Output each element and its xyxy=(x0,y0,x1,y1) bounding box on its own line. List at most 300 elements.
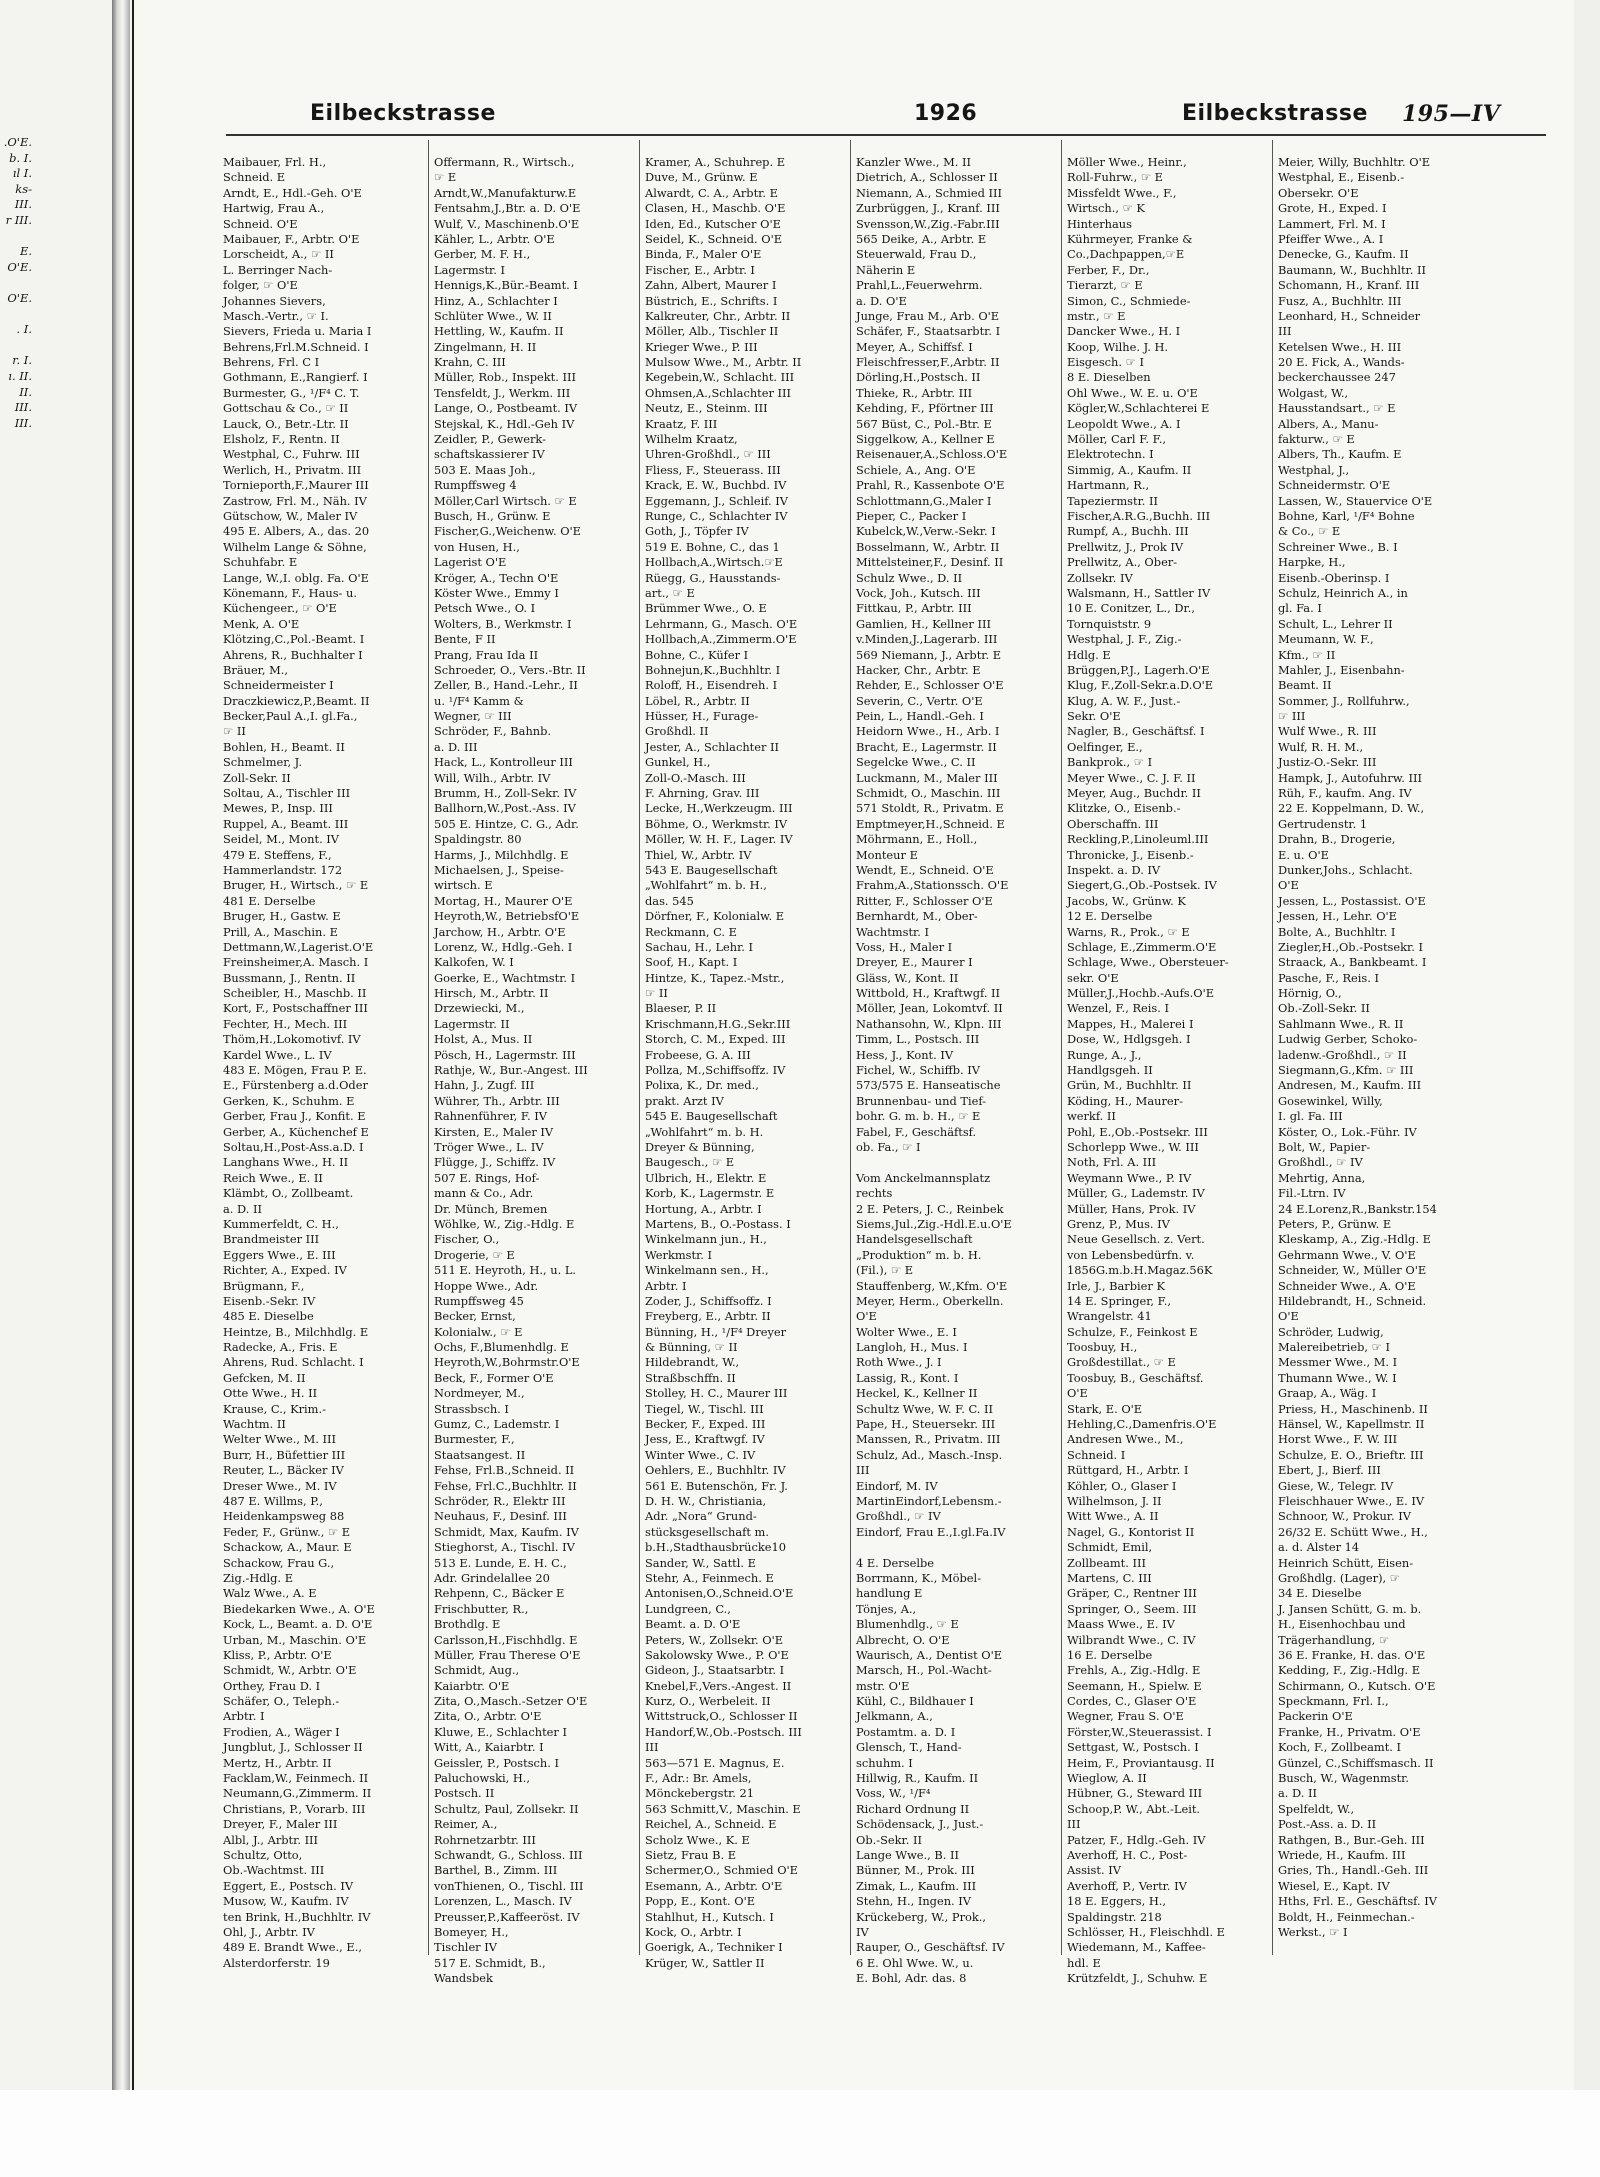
directory-entry-line: Schröder, R., Elektr III xyxy=(434,1493,566,1508)
directory-entry-line: Urban, M., Maschin. O'E xyxy=(223,1632,367,1647)
directory-entry-line: Prill, A., Maschin. E xyxy=(223,924,338,939)
directory-entry-line: Schlüter Wwe., W. II xyxy=(434,308,552,323)
directory-entry-line: Bruger, H., Wirtsch., ☞ E xyxy=(223,878,369,893)
directory-entry-line: Gottschau & Co., ☞ II xyxy=(223,401,349,416)
directory-entry-line: a. D. III xyxy=(434,739,478,754)
directory-entry-line: Tapeziermstr. II xyxy=(1067,493,1159,508)
directory-entry-line: Reuter, L., Bäcker IV xyxy=(223,1463,344,1478)
directory-entry-line: Koop, Wilhe. J. H. xyxy=(1067,339,1169,354)
directory-entry-line: Krahn, C. III xyxy=(434,355,506,370)
directory-entry-line: Hettling, W., Kaufm. II xyxy=(434,324,564,339)
directory-entry-line: Hartmann, R., xyxy=(1067,478,1150,493)
directory-entry-line: Jacobs, W., Grünw. K xyxy=(1067,893,1186,908)
directory-entry-line: Schmelmer, J. xyxy=(223,755,302,770)
directory-entry-line: Schulz, Heinrich A., in xyxy=(1278,585,1408,600)
directory-entry-line: Brügmann, F., xyxy=(223,1278,305,1293)
directory-entry-line: Tornieporth,F.,Maurer III xyxy=(223,478,369,493)
directory-entry-line: Denecke, G., Kaufm. II xyxy=(1278,247,1409,262)
directory-entry-line: schuhm. I xyxy=(856,1755,913,1770)
directory-entry-line: Kramer, A., Schuhrep. E xyxy=(645,155,786,169)
directory-entry-line: Dettmann,W.,Lagerist.O'E xyxy=(223,939,374,954)
directory-entry-line: Möller, Jean, Lokomtvf. II xyxy=(856,1001,1003,1016)
directory-entry-line: 12 E. Derselbe xyxy=(1067,909,1153,924)
directory-entry-line: Trägerhandlung, ☞ xyxy=(1278,1632,1390,1647)
directory-entry-line: Brothdlg. E xyxy=(434,1617,501,1632)
directory-entry-line: Duve, M., Grünw. E xyxy=(645,170,758,185)
directory-entry-line: Gläss, W., Kont. II xyxy=(856,970,959,985)
directory-entry-line: „Wohlfahrt“ m. b. H. xyxy=(645,1124,764,1139)
directory-entry-line: u. ¹/F⁴ Kamm & xyxy=(434,693,524,708)
directory-entry-line: Pape, H., Steuersekr. III xyxy=(856,1417,996,1432)
directory-entry-line: Werkst., ☞ I xyxy=(1278,1924,1348,1939)
directory-entry-line: Holst, A., Mus. II xyxy=(434,1032,533,1047)
directory-entry-line: Hahn, J., Zugf. III xyxy=(434,1078,535,1093)
directory-entry-line: Rathje, W., Bur.-Angest. III xyxy=(434,1063,588,1078)
directory-entry-line: Müller, G., Lademstr. IV xyxy=(1067,1186,1205,1201)
directory-entry-line: Bohnejun,K.,Buchhltr. I xyxy=(645,662,781,677)
directory-entry-line: Feder, F., Grünw., ☞ E xyxy=(223,1524,351,1539)
directory-entry-line: Becker,Paul A.,I. gl.Fa., xyxy=(223,709,358,724)
directory-entry-line: Vom Anckelmannsplatz xyxy=(856,1170,991,1185)
directory-entry-line: Kaiarbtr. O'E xyxy=(434,1678,510,1693)
directory-entry-line: Neutz, E., Steinm. III xyxy=(645,401,768,416)
left-page-edge xyxy=(0,0,135,2090)
directory-entry-line: 485 E. Dieselbe xyxy=(223,1309,314,1324)
directory-entry-line: Schermer,O., Schmied O'E xyxy=(645,1863,798,1878)
directory-entry-line: Wachtmstr. I xyxy=(856,924,929,939)
directory-entry-line: Borrmann, K., Möbel- xyxy=(856,1570,982,1585)
directory-entry-line: Elektrotechn. I xyxy=(1067,447,1154,462)
directory-entry-line: Maibauer, F., Arbtr. O'E xyxy=(223,231,360,246)
directory-entry-line: Tornquiststr. 9 xyxy=(1067,616,1152,631)
directory-entry-line: Schulz Wwe., D. II xyxy=(856,570,963,585)
directory-entry-line: Stark, E. O'E xyxy=(1067,1401,1143,1416)
directory-entry-line: & Bünning, ☞ II xyxy=(645,1340,738,1355)
directory-entry-line: Dr. Münch, Bremen xyxy=(434,1201,548,1216)
directory-entry-line: Klämbt, O., Zollbeamt. xyxy=(223,1186,354,1201)
directory-entry-line: Barthel, B., Zimm. III xyxy=(434,1863,558,1878)
directory-entry-line: Hollbach,A.,Zimmerm.O'E xyxy=(645,632,797,647)
directory-entry-line: Sakolowsky Wwe., P. O'E xyxy=(645,1647,789,1662)
directory-entry-line: Scholz Wwe., K. E xyxy=(645,1832,750,1847)
directory-entry-line: Köhler, O., Glaser I xyxy=(1067,1478,1177,1493)
directory-entry-line: Voss, W., ¹/F⁴ xyxy=(856,1786,931,1801)
directory-entry-line: Krückeberg, W., Prok., xyxy=(856,1909,987,1924)
directory-entry-line: Bracht, E., Lagermstr. II xyxy=(856,739,997,754)
directory-entry-line: Drogerie, ☞ E xyxy=(434,1247,515,1262)
directory-entry-line: Schwandt, G., Schloss. III xyxy=(434,1847,583,1862)
directory-entry-line: Großdestillat., ☞ E xyxy=(1067,1355,1176,1370)
directory-entry-line: Zollsekr. IV xyxy=(1067,570,1133,585)
directory-entry-line: Kummerfeldt, C. H., xyxy=(223,1216,339,1231)
directory-entry-line: Lauck, O., Betr.-Ltr. II xyxy=(223,416,349,431)
directory-entry-line: Krischmann,H.G.,Sekr.III xyxy=(645,1016,791,1031)
directory-entry-line: prakt. Arzt IV xyxy=(645,1093,724,1108)
directory-entry-line: Grote, H., Exped. I xyxy=(1278,201,1387,216)
directory-entry-line: Wöhlke, W., Zig.-Hdlg. E xyxy=(434,1216,575,1231)
directory-entry-line: Schröder, Ludwig, xyxy=(1278,1324,1384,1339)
directory-entry-line: 18 E. Eggers, H., xyxy=(1067,1894,1167,1909)
directory-entry-line: Behrens,Frl.M.Schneid. I xyxy=(223,339,369,354)
directory-entry-line: Spaldingstr. 80 xyxy=(434,832,522,847)
directory-entry-line: Hirsch, M., Arbtr. II xyxy=(434,986,549,1001)
directory-entry-line: Tierarzt, ☞ E xyxy=(1067,278,1143,293)
directory-entry-line: wirtsch. E xyxy=(434,878,493,893)
directory-entry-line: Hacker, Chr., Arbtr. E xyxy=(856,662,981,677)
column-4 xyxy=(856,155,1052,1986)
directory-entry-line: Harpke, H., xyxy=(1278,555,1346,570)
directory-entry-line: Bohne, C., Küfer I xyxy=(645,647,749,662)
directory-entry-line: Bankprok., ☞ I xyxy=(1067,755,1153,770)
directory-entry-line: Jess, E., Kraftwgf. IV xyxy=(645,1432,765,1447)
directory-entry-line: Hess, J., Kont. IV xyxy=(856,1047,954,1062)
directory-entry-line: Goerigk, A., Techniker I xyxy=(645,1940,783,1955)
directory-entry-line: Schneider, W., Müller O'E xyxy=(1278,1263,1427,1278)
directory-entry-line: Zurbrüggen, J., Kranf. III xyxy=(856,201,1000,216)
directory-entry-line: Prellwitz, J., Prok IV xyxy=(1067,539,1184,554)
directory-entry-line: Radecke, A., Fris. E xyxy=(223,1340,338,1355)
directory-entry-line: Popp, E., Kont. O'E xyxy=(645,1894,756,1909)
directory-entry-line: Meyer, A., Schiffsf. I xyxy=(856,339,973,354)
directory-entry-line: Schorlepp Wwe., W. III xyxy=(1067,1140,1199,1154)
directory-entry-line: 495 E. Albers, A., das. 20 xyxy=(223,524,370,539)
directory-entry-line: Fichel, W., Schiffb. IV xyxy=(856,1063,980,1078)
directory-entry-line: Müller,J.,Hochb.-Aufs.O'E xyxy=(1067,986,1215,1001)
directory-entry-line: Tröger Wwe., L. IV xyxy=(434,1140,544,1154)
directory-entry-line: bohr. G. m. b. H., ☞ E xyxy=(856,1109,981,1124)
directory-entry-line: Stahlhut, H., Kutsch. I xyxy=(645,1909,774,1924)
directory-entry-line: Obersekr. O'E xyxy=(1278,185,1359,200)
directory-entry-line: Schmidt, O., Maschin. III xyxy=(856,786,1001,801)
directory-entry-line: Weymann Wwe., P. IV xyxy=(1067,1170,1192,1185)
directory-entry-line: Klötzing,C.,Pol.-Beamt. I xyxy=(223,632,365,647)
directory-entry-line: Bernhardt, M., Ober- xyxy=(856,909,978,924)
directory-entry-line: „Wohlfahrt“ m. b. H., xyxy=(645,878,767,893)
directory-entry-line: Fentsahm,J.,Btr. a. D. O'E xyxy=(434,201,581,216)
directory-entry-line: Gräper, C., Rentner III xyxy=(1067,1586,1197,1601)
directory-entry-line: Köster Wwe., Emmy I xyxy=(434,585,559,600)
directory-entry-line: Grün, M., Buchhltr. II xyxy=(1067,1078,1192,1093)
directory-entry-line: 565 Deike, A., Arbtr. E xyxy=(856,231,987,246)
directory-entry-line: Kleskamp, A., Zig.-Hdlg. E xyxy=(1278,1232,1431,1247)
directory-entry-line: Hörnig, O., xyxy=(1278,986,1342,1001)
directory-entry-line: Justiz-O.-Sekr. III xyxy=(1278,755,1377,770)
directory-entry-line: Handorf,W.,Ob.-Postsch. III xyxy=(645,1724,802,1739)
directory-entry-line: Siegert,G.,Ob.-Postsek. IV xyxy=(1067,878,1217,893)
directory-entry-line: Drahn, B., Drogerie, xyxy=(1278,832,1396,847)
directory-entry-line: Ludwig Gerber, Schoko- xyxy=(1278,1032,1418,1047)
directory-entry-line: Soltau,H.,Post-Ass.a.D. I xyxy=(223,1140,364,1154)
directory-entry-line: Thumann Wwe., W. I xyxy=(1278,1370,1397,1385)
directory-entry-line: 483 E. Mögen, Frau P. E. xyxy=(223,1063,367,1078)
directory-entry-line: Schneider Wwe., A. O'E xyxy=(1278,1278,1416,1293)
directory-entry-line: Wührer, Th., Arbtr. III xyxy=(434,1093,560,1108)
directory-entry-line: Großhdl., ☞ IV xyxy=(1278,1155,1363,1170)
directory-entry-line: Tiegel, W., Tischl. III xyxy=(645,1401,764,1416)
directory-entry-line: Adr. Grindelallee 20 xyxy=(434,1570,550,1585)
directory-entry-line: Heintze, B., Milchhdlg. E xyxy=(223,1324,369,1339)
directory-entry-line: Lange, W.,I. oblg. Fa. O'E xyxy=(223,570,369,585)
directory-entry-line: 2 E. Peters, J. C., Reinbek xyxy=(856,1201,1004,1216)
directory-entry-line: Niemann, A., Schmied III xyxy=(856,185,1003,200)
directory-entry-line: Will, Wilh., Arbtr. IV xyxy=(434,770,551,785)
directory-entry-line: Kubelck,W.,Verw.-Sekr. I xyxy=(856,524,996,539)
directory-entry-line: Dreser Wwe., M. IV xyxy=(223,1478,337,1493)
header-street-right: Eilbeckstrasse xyxy=(1182,101,1368,126)
column-divider xyxy=(428,140,429,1955)
directory-entry-line: Alsterdorferstr. 19 xyxy=(223,1955,330,1970)
directory-entry-line: Wandsbek xyxy=(434,1971,493,1986)
directory-entry-line: Lundgreen, C., xyxy=(645,1601,731,1616)
directory-entry-line: Brümmer Wwe., O. E xyxy=(645,601,767,616)
directory-entry-line: Assist. IV xyxy=(1067,1863,1121,1878)
directory-entry-line: 6 E. Ohl Wwe. W., u. xyxy=(856,1955,974,1970)
directory-entry-line: Wegner, Frau S. O'E xyxy=(1067,1709,1184,1724)
directory-entry-line: Schneidermstr. O'E xyxy=(1278,478,1391,493)
page-header xyxy=(244,101,1564,131)
directory-entry-line: I. gl. Fa. III xyxy=(1278,1109,1343,1124)
directory-entry-line: rechts xyxy=(856,1186,893,1201)
directory-entry-line: Ulbrich, H., Elektr. E xyxy=(645,1170,767,1185)
directory-entry-line: Ohl Wwe., W. E. u. O'E xyxy=(1067,385,1198,400)
directory-entry-line: Albl, J., Arbtr. III xyxy=(223,1832,319,1847)
directory-entry-line: Krüger, W., Sattler II xyxy=(645,1955,765,1970)
directory-entry-line: Emptmeyer,H.,Schneid. E xyxy=(856,816,1005,831)
directory-entry-line: stücksgesellschaft m. xyxy=(645,1524,769,1539)
column-divider xyxy=(1272,140,1273,1955)
directory-entry-line: Kluwe, E., Schlachter I xyxy=(434,1724,567,1739)
directory-entry-line: Frischbutter, R., xyxy=(434,1601,529,1616)
directory-entry-line: D. H. W., Christiania, xyxy=(645,1493,767,1508)
directory-entry-line: Brunnenbau- und Tief- xyxy=(856,1093,987,1108)
directory-entry-line: Fliess, F., Steuerass. III xyxy=(645,462,781,477)
directory-entry-line: schaftskassierer IV xyxy=(434,447,545,462)
directory-entry-line: Günzel, C.,Schiffsmasch. II xyxy=(1278,1755,1434,1770)
scan-bottom-margin xyxy=(0,2090,1600,2177)
directory-entry-line: Westphal, C., Fuhrw. III xyxy=(223,447,360,462)
directory-entry-line: Seidel, M., Mont. IV xyxy=(223,832,340,847)
directory-entry-line: Schäfer, O., Teleph.- xyxy=(223,1694,340,1709)
directory-entry-line: Brandmeister III xyxy=(223,1232,320,1247)
directory-entry-line: Lorenzen, L., Masch. IV xyxy=(434,1894,572,1909)
directory-entry-line: Zimak, L., Kaufm. III xyxy=(856,1878,977,1893)
directory-entry-line: Mittelsteiner,F., Desinf. II xyxy=(856,555,1004,570)
directory-entry-line: Müller, Frau Therese O'E xyxy=(434,1647,581,1662)
directory-entry-line: 14 E. Springer, F., xyxy=(1067,1293,1172,1308)
directory-entry-line: Kort, F., Postschaffner III xyxy=(223,1001,368,1016)
directory-entry-line: Reckling,P.,Linoleuml.III xyxy=(1067,832,1209,847)
directory-entry-line: Luckmann, M., Maler III xyxy=(856,770,998,785)
directory-entry-line: Waurisch, A., Dentist O'E xyxy=(856,1647,1003,1662)
directory-entry-line: Witt Wwe., A. II xyxy=(1067,1509,1159,1524)
directory-entry-line: hdl. E xyxy=(1067,1955,1101,1970)
directory-entry-line: H., Eisenhochbau und xyxy=(1278,1617,1406,1632)
directory-entry-line: Rehpenn, C., Bäcker E xyxy=(434,1586,565,1601)
directory-entry-line: 4 E. Derselbe xyxy=(856,1555,935,1570)
directory-entry-line: Junge, Frau M., Arb. O'E xyxy=(856,308,1000,323)
directory-entry-line: Zahn, Albert, Maurer I xyxy=(645,278,777,293)
directory-entry-line: beckerchaussee 247 xyxy=(1278,370,1396,385)
directory-entry-line: Schreiner Wwe., B. I xyxy=(1278,539,1398,554)
directory-entry-line: Dörling,H.,Postsch. II xyxy=(856,370,981,385)
directory-entry-line: 517 E. Schmidt, B., xyxy=(434,1955,546,1970)
directory-entry-line: Becker, F., Exped. III xyxy=(645,1417,766,1432)
directory-entry-line: Soof, H., Kapt. I xyxy=(645,955,738,970)
directory-entry-line: Irle, J., Barbier K xyxy=(1067,1278,1165,1293)
directory-entry-line: III xyxy=(1067,1817,1081,1832)
directory-entry-line: mstr., ☞ E xyxy=(1067,308,1126,323)
directory-entry-line: Arbtr. I xyxy=(645,1278,687,1293)
directory-entry-line: L. Berringer Nach- xyxy=(223,262,333,277)
directory-entry-line: Busch, W., Wagenmstr. xyxy=(1278,1771,1409,1786)
directory-entry-line: Sander, W., Sattl. E xyxy=(645,1555,756,1570)
directory-entry-line: Steuerwald, Frau D., xyxy=(856,247,977,262)
directory-entry-line: Böhme, O., Werkmstr. IV xyxy=(645,816,788,831)
directory-entry-line: Fehse, Frl.B.,Schneid. II xyxy=(434,1463,575,1478)
directory-entry-line: Kröger, A., Techn O'E xyxy=(434,570,559,585)
directory-entry-line: Winter Wwe., C. IV xyxy=(645,1447,756,1462)
directory-entry-line: Prahl,L.,Feuerwehrm. xyxy=(856,278,983,293)
directory-entry-line: MartinEindorf,Lebensm.- xyxy=(856,1493,1002,1508)
directory-entry-line: gl. Fa. I xyxy=(1278,601,1322,616)
directory-entry-line: Bussmann, J., Rentn. II xyxy=(223,970,356,985)
directory-entry-line: Paluchowski, H., xyxy=(434,1771,531,1786)
directory-entry-line: Polixa, K., Dr. med., xyxy=(645,1078,759,1093)
directory-entry-line: Wrangelstr. 41 xyxy=(1067,1309,1152,1324)
directory-entry-line: Bruger, H., Gastw. E xyxy=(223,909,341,924)
directory-entry-line: Ahrens, Rud. Schlacht. I xyxy=(223,1355,364,1370)
directory-entry-line: Hüsser, H., Furage- xyxy=(645,709,759,724)
column-2 xyxy=(434,155,630,1986)
directory-entry-line: Jungblut, J., Schlosser II xyxy=(223,1740,363,1755)
directory-entry-line: Goth, J., Töpfer IV xyxy=(645,524,749,539)
directory-entry-line: Schmidt, Max, Kaufm. IV xyxy=(434,1524,579,1539)
directory-entry-line: Eisenb.-Oberinsp. I xyxy=(1278,570,1390,585)
directory-entry-line: Ob.-Wachtmst. III xyxy=(223,1863,325,1878)
directory-entry-line: Ferber, F., Dr., xyxy=(1067,262,1150,277)
directory-entry-line: Schneidermeister I xyxy=(223,678,334,693)
directory-entry-line: Biedekarken Wwe., A. O'E xyxy=(223,1601,375,1616)
directory-entry-line: Jessen, H., Lehr. O'E xyxy=(1278,909,1397,924)
directory-entry-line: Fleischhauer Wwe., E. IV xyxy=(1278,1493,1425,1508)
directory-entry-line: O'E xyxy=(1067,1386,1088,1401)
directory-entry-line: Reich Wwe., E. II xyxy=(223,1170,323,1185)
directory-entry-line: ☞ E xyxy=(434,170,457,185)
directory-entry-line: 561 E. Butenschön, Fr. J. xyxy=(645,1478,788,1493)
directory-entry-line: Straßbschffn. II xyxy=(645,1370,736,1385)
directory-entry-line: Staatsangest. II xyxy=(434,1447,526,1462)
directory-entry-line: Lassen, W., Stauervice O'E xyxy=(1278,493,1433,508)
directory-entry-line: Schmidt, Emil, xyxy=(1067,1540,1153,1555)
directory-entry-line: 513 E. Lunde, E. H. C., xyxy=(434,1555,567,1570)
directory-entry-line: Johannes Sievers, xyxy=(223,293,326,308)
directory-entry-line: Tönjes, A., xyxy=(856,1601,917,1616)
directory-entry-line: Mewes, P., Insp. III xyxy=(223,801,333,816)
directory-entry-line: Freinsheimer,A. Masch. I xyxy=(223,955,369,970)
directory-entry-line: Burmester, G., ¹/F⁴ C. T. xyxy=(223,385,360,400)
directory-entry-line: Dreyer, E., Maurer I xyxy=(856,955,973,970)
directory-entry-line: Maibauer, Frl. H., xyxy=(223,155,327,169)
directory-entry-line: ten Brink, H.,Buchhltr. IV xyxy=(223,1909,371,1924)
directory-entry-line: Mertz, H., Arbtr. II xyxy=(223,1755,332,1770)
directory-entry-line: ob. Fa., ☞ I xyxy=(856,1140,921,1154)
directory-entry-line: O'E xyxy=(1278,1309,1299,1324)
directory-entry-line: Pösch, H., Lagermstr. III xyxy=(434,1047,576,1062)
directory-entry-line: Langhans Wwe., H. II xyxy=(223,1155,349,1170)
directory-entry-line: Hänsel, W., Kapellmstr. II xyxy=(1278,1417,1425,1432)
directory-entry-line: Hausstandsart., ☞ E xyxy=(1278,401,1396,416)
directory-entry-line: Möller, Alb., Tischler II xyxy=(645,324,779,339)
directory-entry-line: Messmer Wwe., M. I xyxy=(1278,1355,1398,1370)
directory-entry-line: Krause, C., Krim.- xyxy=(223,1401,326,1416)
directory-entry-line: Eggert, E., Postsch. IV xyxy=(223,1878,354,1893)
directory-entry-line: folger, ☞ O'E xyxy=(223,278,298,293)
directory-entry-line: Ohmsen,A.,Schlachter III xyxy=(645,385,792,400)
directory-entry-line: Behrens, Frl. C I xyxy=(223,355,320,370)
directory-entry-line: Heinrich Schütt, Eisen- xyxy=(1278,1555,1414,1570)
directory-entry-line: Fischer, E., Arbtr. I xyxy=(645,262,755,277)
directory-entry-line: Wieglow, A. II xyxy=(1067,1771,1147,1786)
directory-entry-line: Bente, F II xyxy=(434,632,496,647)
directory-entry-line: Warns, R., Prok., ☞ E xyxy=(1067,924,1190,939)
directory-entry-line: 563—571 E. Magnus, E. xyxy=(645,1755,785,1770)
directory-entry-line: Richter, A., Exped. IV xyxy=(223,1263,347,1278)
directory-entry-line: Gerken, K., Schuhm. E xyxy=(223,1093,355,1108)
directory-entry-line: Möller, W. H. F., Lager. IV xyxy=(645,832,793,847)
directory-entry-line: Schult, L., Lehrer II xyxy=(1278,616,1393,631)
directory-entry-line: Esemann, A., Arbtr. O'E xyxy=(645,1878,783,1893)
directory-entry-line: Franke, H., Privatm. O'E xyxy=(1278,1724,1421,1739)
directory-entry-line: Dreyer & Bünning, xyxy=(645,1140,755,1154)
directory-entry-line: Gideon, J., Staatsarbtr. I xyxy=(645,1663,785,1678)
directory-entry-line: Severin, C., Vertr. O'E xyxy=(856,693,983,708)
directory-entry-line: IV xyxy=(856,1924,869,1939)
directory-entry-line: Mortag, H., Maurer O'E xyxy=(434,893,573,908)
directory-entry-line: Neuhaus, F., Desinf. III xyxy=(434,1509,567,1524)
directory-entry-line: Oehlers, E., Buchhltr. IV xyxy=(645,1463,786,1478)
directory-entry-line: Winkelmann jun., H., xyxy=(645,1232,767,1247)
directory-entry-line: vonThienen, O., Tischl. III xyxy=(434,1878,584,1893)
directory-entry-line: 569 Niemann, J., Arbtr. E xyxy=(856,647,1002,662)
directory-entry-line: Rauper, O., Geschäftsf. IV xyxy=(856,1940,1005,1955)
directory-entry-line: 479 E. Steffens, F., xyxy=(223,847,332,862)
directory-entry-line: Missfeldt Wwe., F., xyxy=(1067,185,1177,200)
directory-entry-line: Martens, C. III xyxy=(1067,1570,1152,1585)
directory-entry-line: J. Jansen Schütt, G. m. b. xyxy=(1278,1601,1422,1616)
header-rule xyxy=(226,134,1546,136)
directory-entry-line: E. u. O'E xyxy=(1278,847,1329,862)
directory-entry-line: Segelcke Wwe., C. II xyxy=(856,755,976,770)
directory-entry-line: Hammerlandstr. 172 xyxy=(223,862,343,877)
directory-entry-line: Reckmann, C. E xyxy=(645,924,737,939)
directory-entry-line: Spelfeldt, W., xyxy=(1278,1801,1355,1816)
directory-entry-line: Müller, Rob., Inspekt. III xyxy=(434,370,576,385)
directory-entry-line: Gerber, Frau J., Konfit. E xyxy=(223,1109,366,1124)
directory-page xyxy=(134,0,1574,2090)
directory-entry-line: Spaldingstr. 218 xyxy=(1067,1909,1162,1924)
directory-entry-line: Scheibler, H., Maschb. II xyxy=(223,986,367,1001)
directory-entry-line: Hinterhaus xyxy=(1067,216,1132,231)
directory-entry-line: Gamlien, H., Kellner III xyxy=(856,616,991,631)
directory-entry-line: Pieper, C., Packer I xyxy=(856,508,967,523)
page-number: 195—IV xyxy=(1402,101,1501,127)
directory-entry-line: 545 E. Baugesellschaft xyxy=(645,1109,778,1124)
directory-entry-line: Stehn, H., Ingen. IV xyxy=(856,1894,972,1909)
directory-entry-line: Burr, H., Büfettier III xyxy=(223,1447,346,1462)
directory-entry-line: Wegner, ☞ III xyxy=(434,709,512,724)
directory-entry-line: Leopoldt Wwe., A. I xyxy=(1067,416,1181,431)
directory-entry-line: Kehding, F., Pförtner III xyxy=(856,401,994,416)
